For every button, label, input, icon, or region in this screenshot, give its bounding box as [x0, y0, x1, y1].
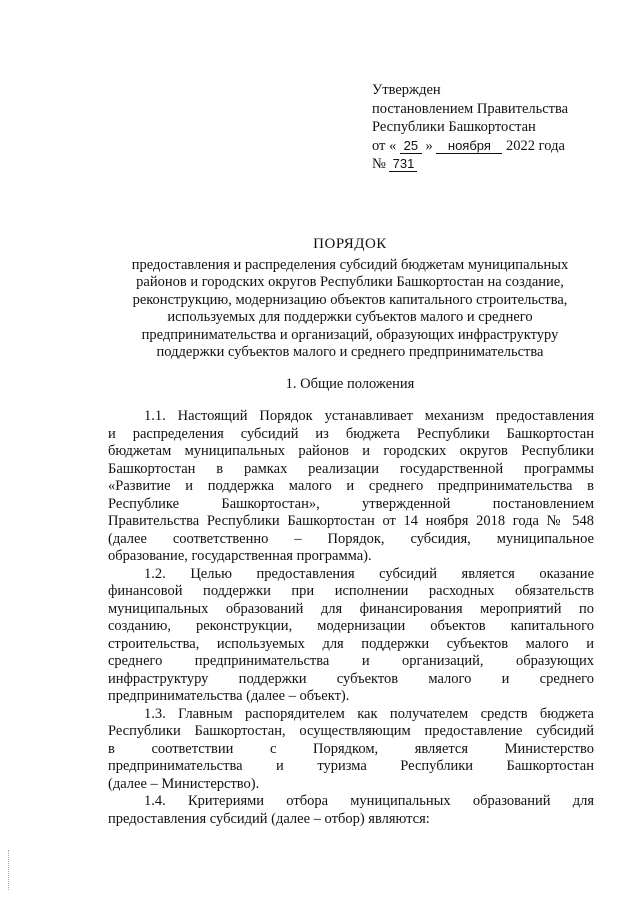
- body-line: 1.2. Целью предоставления субсидий является оказание: [144, 565, 594, 582]
- body-line: (далее соответственно – Порядок, субсидия, муниципальное: [108, 530, 594, 547]
- date-year: 2022 года: [506, 137, 565, 154]
- approval-stamp: [372, 82, 622, 175]
- paragraph-1-3: [108, 706, 594, 794]
- date-month: ноября: [436, 138, 502, 154]
- body-line: созданию, реконструкции, модернизации объектов капитального: [108, 618, 594, 634]
- document-subtitle: [100, 257, 600, 362]
- document-title-block: [100, 236, 600, 362]
- subtitle-line: реконструкцию, модернизацию объектов капитального строительства,: [132, 291, 568, 308]
- body-line: образование, государственная программа).: [108, 548, 372, 564]
- paragraph-1-2: [108, 566, 594, 706]
- body-line: Правительства Республики Башкортостан от 14 ноября 2018 года № 548: [108, 513, 594, 529]
- document-title: ПОРЯДОК: [313, 236, 387, 252]
- body-line: финансовой поддержки при исполнении расходных обязательств: [108, 583, 594, 599]
- approval-line-2: постановлением Правительства: [372, 100, 569, 117]
- body-line: 1.3. Главным распорядителем как получателем средств бюджета: [144, 705, 594, 722]
- subtitle-line: предпринимательства и организаций, образующих инфраструктуру: [141, 326, 559, 343]
- body-line: Республики Башкортостан, осуществляющим предоставление субсидий: [108, 723, 594, 739]
- subtitle-line: предоставления и распределения субсидий бюджетам муниципальных: [131, 256, 569, 273]
- date-prefix: от «: [372, 137, 397, 154]
- approval-number: [372, 156, 622, 175]
- body-line: (далее – Министерство).: [108, 775, 260, 792]
- body-line: строительства, используемых для поддержки субъектов малого и: [108, 635, 594, 652]
- body-line: Республике Башкортостан», утвержденной постановлением: [108, 495, 594, 512]
- body-line: предпринимательства (далее – объект).: [108, 688, 350, 704]
- body-line: 1.4. Критериями отбора муниципальных образований для: [144, 793, 594, 809]
- subtitle-line: используемых для поддержки субъектов малого и среднего: [167, 309, 533, 325]
- section-heading: 1. Общие положения: [285, 376, 415, 392]
- body-line: инфраструктуру поддержки субъектов малого и среднего: [108, 670, 594, 687]
- body-line: предпринимательства и туризма Республики Башкортостан: [108, 758, 594, 774]
- body-line: предоставления субсидий (далее – отбор) являются:: [108, 810, 430, 827]
- body-line: бюджетам муниципальных районов и городских округов Республики: [108, 443, 594, 459]
- body-line: 1.1. Настоящий Порядок устанавливает механизм предоставления: [144, 408, 594, 424]
- approval-line-1: Утвержден: [372, 82, 441, 98]
- body-line: в соответствии с Порядком, является Министерство: [108, 740, 594, 757]
- paragraph-1-1: [108, 408, 594, 566]
- approval-date: [372, 138, 622, 157]
- paragraph-1-4: [108, 793, 594, 828]
- number-value: 731: [389, 156, 417, 172]
- scan-margin-marks: [8, 850, 12, 890]
- subtitle-line: районов и городских округов Республики Башкортостан на создание,: [136, 274, 564, 290]
- number-prefix: №: [372, 156, 386, 172]
- subtitle-line: поддержки субъектов малого и среднего предпринимательства: [156, 344, 544, 360]
- document-body: [108, 408, 594, 828]
- body-line: «Развитие и поддержка малого и среднего предпринимательства в: [108, 478, 594, 494]
- body-line: среднего предпринимательства и организаций, образующих: [108, 653, 594, 669]
- body-line: и распределения субсидий из бюджета Республики Башкортостан: [108, 425, 594, 442]
- approval-line-3: Республики Башкортостан: [372, 119, 536, 135]
- body-line: муниципальных образований для финансирования мероприятий по: [108, 600, 594, 617]
- date-day: 25: [400, 138, 422, 154]
- body-line: Башкортостан в рамках реализации государственной программы: [108, 460, 594, 477]
- date-day-close: »: [425, 137, 433, 154]
